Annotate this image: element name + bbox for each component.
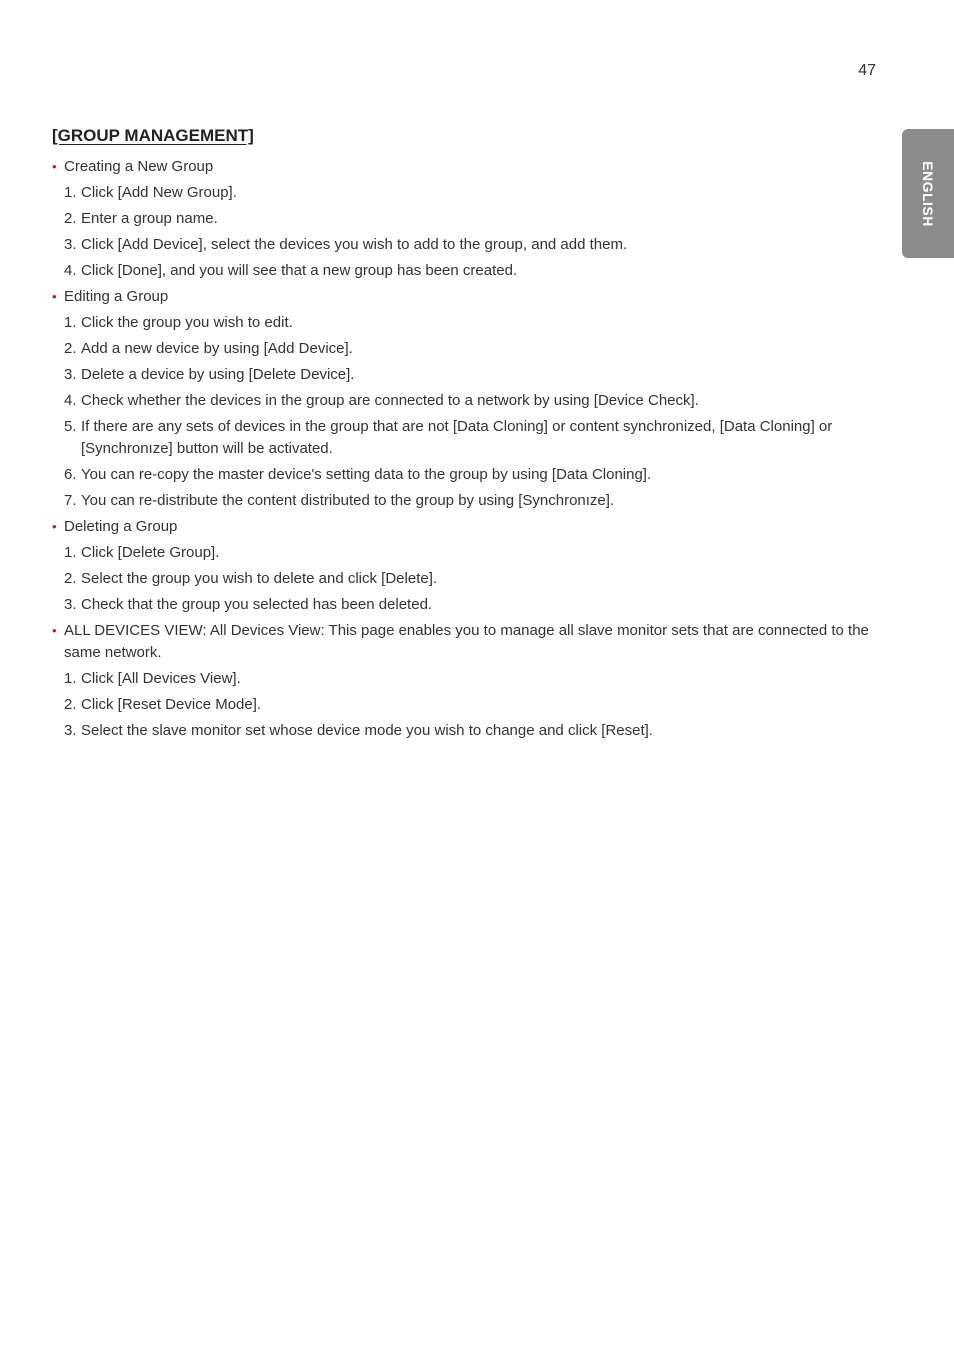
step-number: 2. [64, 210, 77, 227]
step-number: 3. [64, 596, 77, 613]
step-item [52, 542, 882, 564]
step-number: 4. [64, 392, 77, 409]
step-text: Enter a group name. [81, 210, 218, 227]
step-text: Add a new device by using [Add Device]. [81, 340, 353, 357]
document-body [52, 124, 882, 746]
step-text: Click [All Devices View]. [81, 670, 241, 687]
bullet-item [52, 516, 882, 538]
step-item [52, 668, 882, 690]
bullet-icon: • [52, 623, 57, 638]
step-item [52, 234, 882, 256]
step-text: Select the group you wish to delete and click [Delete]. [81, 570, 438, 587]
step-item [52, 364, 882, 386]
step-number: 2. [64, 570, 77, 587]
step-item [52, 490, 882, 512]
bullet-icon: • [52, 289, 57, 304]
step-text: Check that the group you selected has been deleted. [81, 596, 433, 613]
step-text: Click the group you wish to edit. [81, 314, 293, 331]
step-number: 1. [64, 184, 77, 201]
page-number: 47 [858, 62, 876, 79]
step-number: 1. [64, 670, 77, 687]
step-number: 1. [64, 544, 77, 561]
bullet-item [52, 620, 882, 664]
language-tab [902, 129, 954, 258]
bullet-item [52, 156, 882, 178]
step-number: 2. [64, 340, 77, 357]
step-item [52, 312, 882, 334]
step-text: Check whether the devices in the group are connected to a network by using [Device Check]. [81, 392, 699, 409]
step-number: 3. [64, 366, 77, 383]
step-item [52, 338, 882, 360]
step-text: Delete a device by using [Delete Device]. [81, 366, 355, 383]
step-number: 3. [64, 722, 77, 739]
step-number: 6. [64, 466, 77, 483]
bullet-text: Creating a New Group [64, 158, 214, 175]
step-item [52, 260, 882, 282]
step-text: Click [Add Device], select the devices you wish to add to the group, and add them. [81, 236, 628, 253]
bullet-text: Deleting a Group [64, 518, 178, 535]
step-number: 4. [64, 262, 77, 279]
step-text: Click [Done], and you will see that a new group has been created. [81, 262, 518, 279]
bullet-text: ALL DEVICES VIEW: All Devices View: This page enables you to manage all slave monitor sets that are connected to the same network. [64, 622, 869, 661]
step-number: 7. [64, 492, 77, 509]
step-item [52, 182, 882, 204]
step-list [52, 668, 882, 742]
step-number: 3. [64, 236, 77, 253]
step-text: Click [Delete Group]. [81, 544, 220, 561]
bullet-item [52, 286, 882, 308]
section-title: [GROUP MANAGEMENT] [52, 126, 254, 145]
step-text: Click [Reset Device Mode]. [81, 696, 262, 713]
step-number: 2. [64, 696, 77, 713]
step-text: If there are any sets of devices in the group that are not [Data Cloning] or content synchronized, [Data Cloning] or [Synchronıze] button will be activated. [81, 418, 833, 457]
step-item [52, 464, 882, 486]
step-number: 5. [64, 418, 77, 435]
bullet-icon: • [52, 519, 57, 534]
language-tab-label: ENGLISH [920, 160, 936, 227]
step-item [52, 694, 882, 716]
step-text: You can re-distribute the content distributed to the group by using [Synchronıze]. [81, 492, 615, 509]
step-text: Select the slave monitor set whose device mode you wish to change and click [Reset]. [81, 722, 653, 739]
step-item [52, 720, 882, 742]
step-number: 1. [64, 314, 77, 331]
step-item [52, 594, 882, 616]
step-list [52, 312, 882, 512]
bullet-text: Editing a Group [64, 288, 169, 305]
step-item [52, 416, 882, 460]
step-item [52, 568, 882, 590]
step-list [52, 182, 882, 282]
step-item [52, 208, 882, 230]
bullet-icon: • [52, 159, 57, 174]
step-list [52, 542, 882, 616]
step-text: You can re-copy the master device's setting data to the group by using [Data Cloning]. [81, 466, 652, 483]
step-text: Click [Add New Group]. [81, 184, 237, 201]
step-item [52, 390, 882, 412]
